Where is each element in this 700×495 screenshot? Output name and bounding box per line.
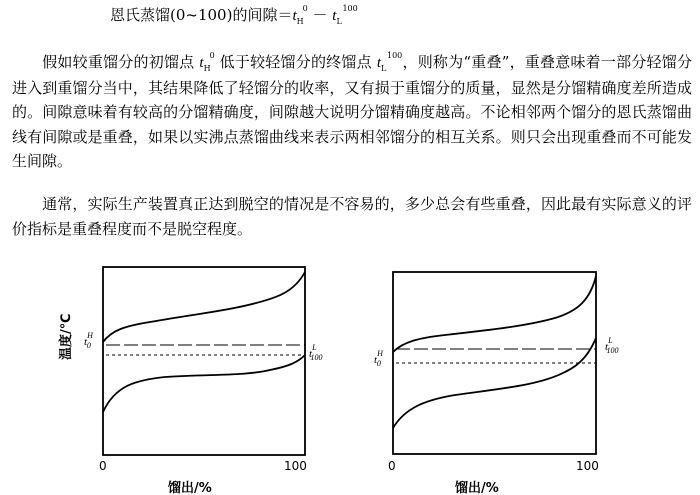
left-light-curve — [103, 355, 305, 412]
left-xlabel: 馏出/% — [168, 481, 212, 495]
left-anno-tl: $t^L$ 100 — [309, 343, 323, 362]
figure-left — [58, 267, 323, 495]
right-x0: 0 — [388, 459, 396, 473]
paragraph-evaluation-index: 通常，实际生产装置真正达到脱空的情况是不容易的，多少总会有些重叠，因此最有实际意义的评价指标是重叠程度而不是脱空程度。 — [12, 195, 692, 238]
right-heavy-curve — [393, 276, 596, 352]
formula-minus: － — [307, 6, 333, 24]
right-light-curve — [393, 338, 596, 428]
left-frame — [103, 267, 305, 455]
left-anno-th: $t^H$ 0 — [84, 331, 93, 350]
left-heavy-curve — [103, 272, 305, 342]
formula-t-l-scripts: 100 L — [336, 4, 358, 26]
left-x100: 100 — [284, 459, 307, 473]
right-anno-tl: $t^L$ 100 — [605, 336, 619, 355]
formula-label: 恩氏蒸馏(0~100)的间隙＝ — [110, 6, 293, 24]
right-x100: 100 — [576, 459, 599, 473]
left-ylabel: 温度/℃ — [59, 313, 74, 360]
formula-t-l: t — [332, 8, 337, 24]
figure-right — [374, 272, 619, 495]
paragraph-overlap-definition: 假如较重馏分的初馏点 t 0 H 低于较轻馏分的终馏点 t 100 L ，则称为“重叠”，重叠意味着一部分轻馏分进入到重馏分当中，其结果降低了轻馏分的收率，又有损于重馏分的质量，显然是分馏精确度差所造成的。间隙意味着有较高的分馏精确度，间隙越大说明分馏精确度越高。不论相邻两个馏分的恩氏蒸馏曲线有间隙或是重叠，如果以实沸点蒸馏曲线来表示两相邻馏分的相互关系。则只会出现重叠而不可能发生间隙。 — [12, 51, 692, 170]
formula-t-h: t — [292, 8, 297, 24]
right-xlabel: 馏出/% — [455, 481, 499, 495]
right-anno-th: $t^H$ 0 — [374, 349, 383, 368]
formula-t-h-scripts: 0 H — [296, 4, 308, 26]
left-x0: 0 — [99, 459, 107, 473]
